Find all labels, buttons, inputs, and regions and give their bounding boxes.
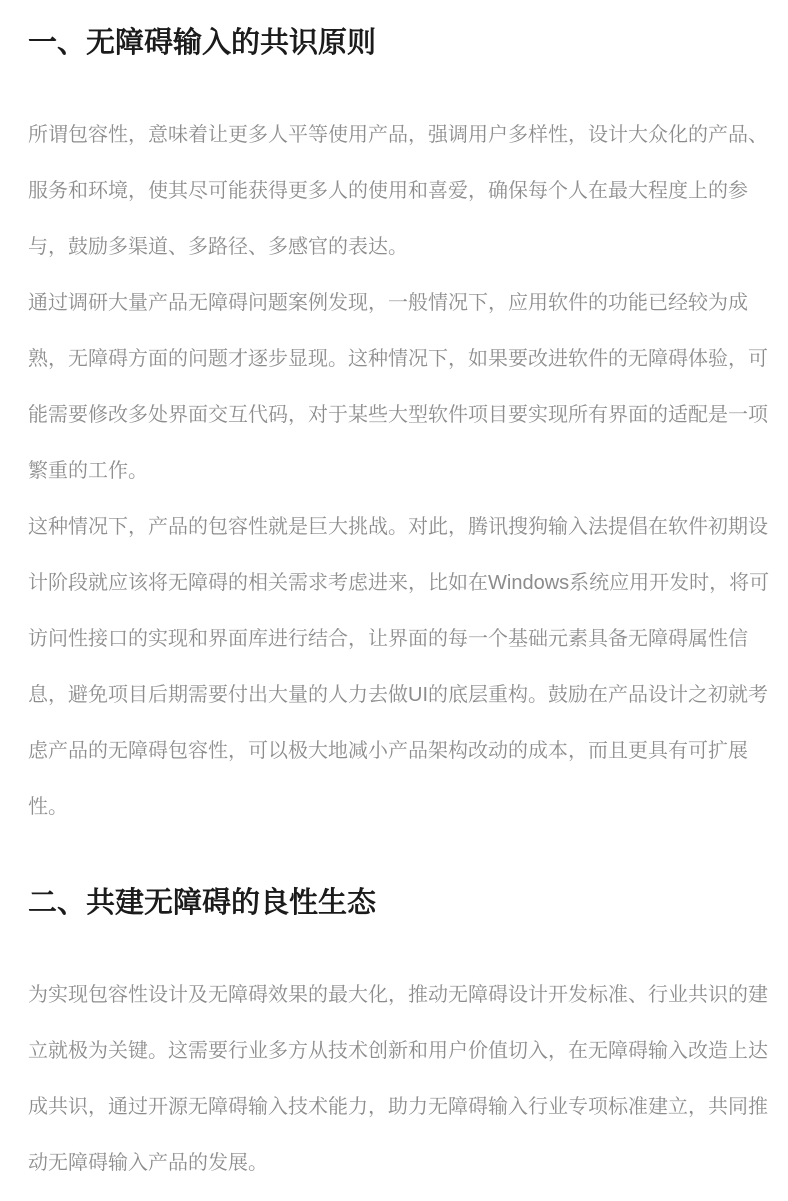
paragraph-industry-standards: 为实现包容性设计及无障碍效果的最大化，推动无障碍设计开发标准、行业共识的建立就极为关键。这需要行业多方从技术创新和用户价值切入，在无障碍输入改造上达成共识，通过开源无障碍输入技术能力，助力无障碍输入行业专项标准建立，共同推动无障碍输入产品的发展。 <box>28 984 768 1174</box>
section-heading-consensus-principles: 一、无障碍输入的共识原则 <box>28 27 377 59</box>
paragraph-research-findings: 通过调研大量产品无障碍问题案例发现，一般情况下，应用软件的功能已经较为成熟，无障碍方面的问题才逐步显现。这种情况下，如果要改进软件的无障碍体验，可能需要修改多处界面交互代码，对于某些大型软件项目要实现所有界面的适配是一项繁重的工作。 <box>28 292 768 482</box>
section-heading-healthy-ecosystem: 二、共建无障碍的良性生态 <box>28 887 377 919</box>
paragraph-inclusivity-definition: 所谓包容性，意味着让更多人平等使用产品，强调用户多样性，设计大众化的产品、服务和环境，使其尽可能获得更多人的使用和喜爱，确保每个人在最大程度上的参与，鼓励多渠道、多路径、多感官的表达。 <box>28 124 768 258</box>
paragraph-early-design-advocacy: 这种情况下，产品的包容性就是巨大挑战。对此，腾讯搜狗输入法提倡在软件初期设计阶段就应该将无障碍的相关需求考虑进来，比如在Windows系统应用开发时，将可访问性接口的实现和界面库进行结合，让界面的每一个基础元素具备无障碍属性信息，避免项目后期需要付出大量的人力去做UI的底层重构。鼓励在产品设计之初就考虑产品的无障碍包容性，可以极大地减小产品架构改动的成本，而且更具有可扩展性。 <box>28 516 770 818</box>
